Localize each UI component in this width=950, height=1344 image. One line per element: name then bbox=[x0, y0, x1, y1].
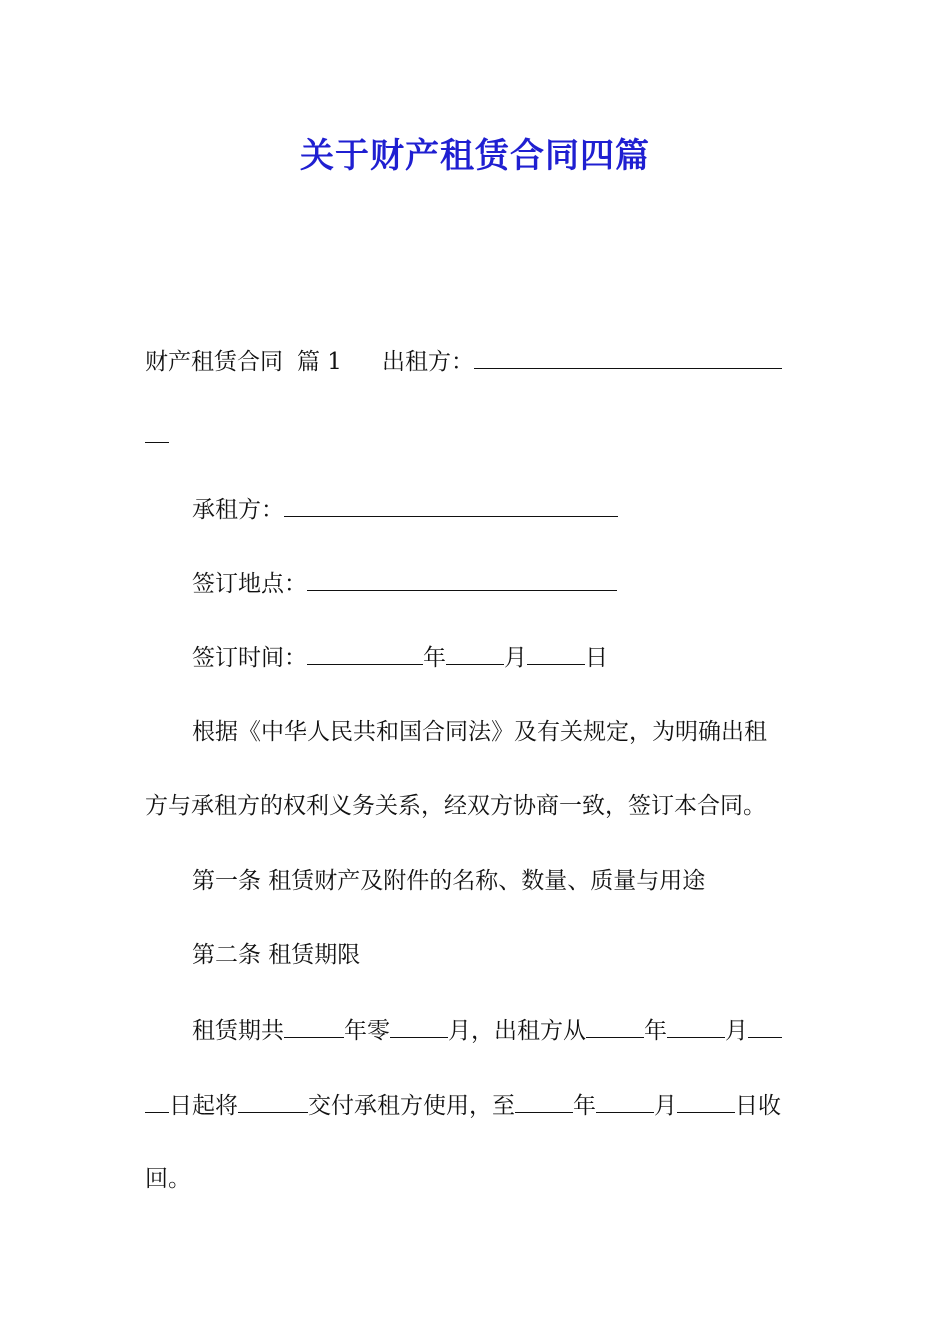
term-month-from: 月，出租方从 bbox=[448, 1018, 586, 1044]
term-day-recover: 日收 bbox=[735, 1093, 781, 1119]
lessee-blank bbox=[284, 494, 618, 517]
signing-place-line bbox=[192, 568, 815, 599]
basis-paragraph-line-1: 根据《中华人民共和国合同法》及有关规定，为明确出租 bbox=[192, 719, 767, 745]
article-two: 第二条 租赁期限 bbox=[192, 942, 361, 968]
section-name: 财产租赁合同 bbox=[145, 349, 283, 375]
lessee-label: 承租方： bbox=[192, 497, 284, 523]
year-blank bbox=[307, 642, 423, 665]
lessor-label: 出租方： bbox=[381, 349, 474, 375]
end-year-blank bbox=[515, 1090, 573, 1113]
lessor-blank bbox=[474, 346, 782, 369]
term-line-1 bbox=[192, 1015, 815, 1046]
signing-place-label: 签订地点： bbox=[192, 571, 307, 597]
basis-paragraph-line-2: 方与承租方的权利义务关系，经双方协商一致，签订本合同。 bbox=[145, 793, 766, 819]
start-day-blank-tail bbox=[145, 1090, 169, 1113]
article-one: 第一条 租赁财产及附件的名称、数量、质量与用途 bbox=[192, 868, 706, 894]
signing-place-blank bbox=[307, 568, 617, 591]
start-month-blank bbox=[667, 1015, 725, 1038]
month-label: 月 bbox=[504, 645, 527, 671]
section-number: 篇 1 bbox=[297, 349, 342, 375]
day-blank bbox=[527, 642, 585, 665]
start-day-blank bbox=[748, 1015, 782, 1038]
term-line-3: 回。 bbox=[145, 1166, 191, 1192]
property-blank bbox=[238, 1090, 308, 1113]
end-month-blank bbox=[596, 1090, 654, 1113]
start-year-label: 年 bbox=[644, 1018, 667, 1044]
end-day-blank bbox=[677, 1090, 735, 1113]
contract-heading-line bbox=[145, 346, 815, 377]
start-month-label: 月 bbox=[725, 1018, 748, 1044]
day-label: 日 bbox=[585, 645, 608, 671]
term-months-blank bbox=[390, 1015, 448, 1038]
start-year-blank bbox=[586, 1015, 644, 1038]
lessor-blank-tail bbox=[145, 420, 169, 443]
end-month-label: 月 bbox=[654, 1093, 677, 1119]
document-title: 关于财产租赁合同四篇 bbox=[300, 136, 650, 176]
signing-time-label: 签订时间： bbox=[192, 645, 307, 671]
term-year-zero: 年零 bbox=[344, 1018, 390, 1044]
end-year-label: 年 bbox=[573, 1093, 596, 1119]
year-label: 年 bbox=[423, 645, 446, 671]
term-line-2 bbox=[145, 1090, 815, 1121]
term-years-blank bbox=[284, 1015, 344, 1038]
term-deliver-to: 交付承租方使用，至 bbox=[308, 1093, 515, 1119]
term-starting-deliver: 日起将 bbox=[169, 1093, 238, 1119]
signing-time-line bbox=[192, 642, 815, 673]
term-prefix: 租赁期共 bbox=[192, 1018, 284, 1044]
month-blank bbox=[446, 642, 504, 665]
lessee-line bbox=[192, 494, 815, 525]
lessor-blank-continuation bbox=[145, 420, 815, 451]
